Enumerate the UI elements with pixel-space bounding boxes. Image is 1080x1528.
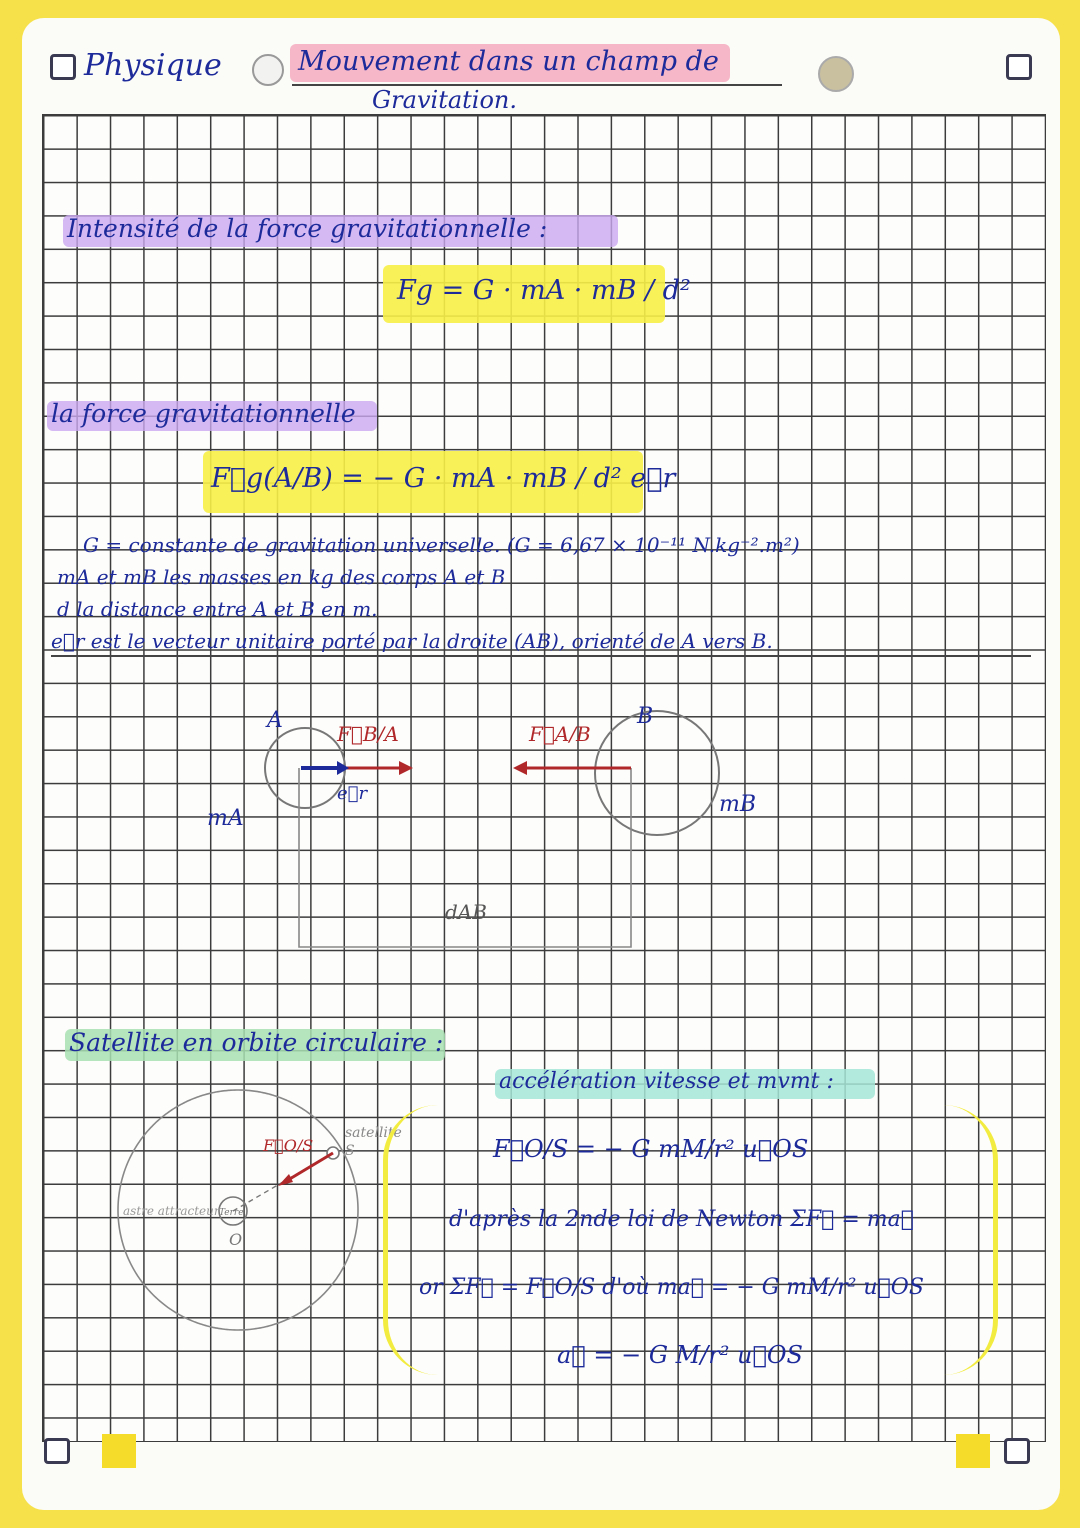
notebook-page — [22, 18, 1060, 1510]
label-terre: Terre — [219, 1208, 244, 1218]
note-line: mA et mB les masses en kg des corps A et B — [57, 565, 506, 589]
title-underline — [292, 84, 782, 86]
two-bodies-diagram — [43, 675, 1043, 975]
note-line: G = constante de gravitation universelle. (G = 6,67 × 10⁻¹¹ N.kg⁻².m²) — [83, 533, 800, 557]
satellite-line-3: or ΣF⃗ = F⃗O/S d'où ma⃗ = − G mM/r² u⃗OS — [419, 1275, 924, 1300]
intensity-heading: Intensité de la force gravitationnelle : — [67, 214, 548, 243]
title-line-1: Mouvement dans un champ de — [298, 46, 719, 77]
label-satellite: satellite — [345, 1125, 402, 1141]
title-line-2: Gravitation. — [372, 86, 517, 114]
label-s: S — [345, 1143, 355, 1159]
satellite-subheading: accélération vitesse et mvmt : — [499, 1069, 834, 1094]
corner-marker-bottom-right — [1004, 1438, 1030, 1464]
label-f-ba: F⃗B/A — [337, 722, 399, 746]
binder-hole-icon — [252, 54, 284, 86]
note-line: d la distance entre A et B en m. — [57, 597, 378, 621]
label-o: O — [229, 1230, 243, 1249]
label-f-os: F⃗O/S — [263, 1136, 314, 1155]
orbit-diagram — [83, 1075, 413, 1345]
corner-marker-top-left — [50, 54, 76, 80]
corner-marker-bottom-left — [44, 1438, 70, 1464]
satellite-heading: Satellite en orbite circulaire : — [69, 1028, 444, 1057]
satellite-line-1: F⃗O/S = − G mM/r² u⃗OS — [493, 1135, 809, 1163]
body-b — [595, 711, 719, 835]
yellow-marker — [102, 1434, 136, 1468]
label-astre: astre attracteur — [123, 1204, 220, 1218]
binder-hole-icon — [818, 56, 854, 92]
label-f-ab: F⃗A/B — [529, 722, 591, 746]
subject-label: Physique — [84, 48, 222, 83]
label-a: A — [267, 708, 283, 733]
label-mb: mB — [719, 792, 757, 817]
label-dab: dAB — [445, 900, 487, 924]
grid-area — [42, 114, 1046, 1442]
yellow-marker — [956, 1434, 990, 1468]
satellite-line-2: d'après la 2nde loi de Newton ΣF⃗ = ma⃗ — [449, 1207, 914, 1232]
note-underline — [51, 655, 1031, 657]
note-line: e⃗r est le vecteur unitaire porté par la droite (AB), orienté de A vers B. — [51, 629, 773, 653]
intensity-formula: Fg = G · mA · mB / d² — [397, 275, 691, 306]
label-b: B — [637, 704, 654, 729]
satellite-line-4: a⃗ = − G M/r² u⃗OS — [557, 1341, 803, 1369]
label-er: e⃗r — [337, 783, 368, 804]
label-ma: mA — [207, 806, 244, 831]
force-formula: F⃗g(A/B) = − G · mA · mB / d² e⃗r — [211, 463, 676, 494]
corner-marker-top-right — [1006, 54, 1032, 80]
left-parenthesis — [383, 1105, 438, 1375]
force-heading: la force gravitationnelle — [51, 399, 356, 428]
right-parenthesis — [943, 1105, 998, 1375]
